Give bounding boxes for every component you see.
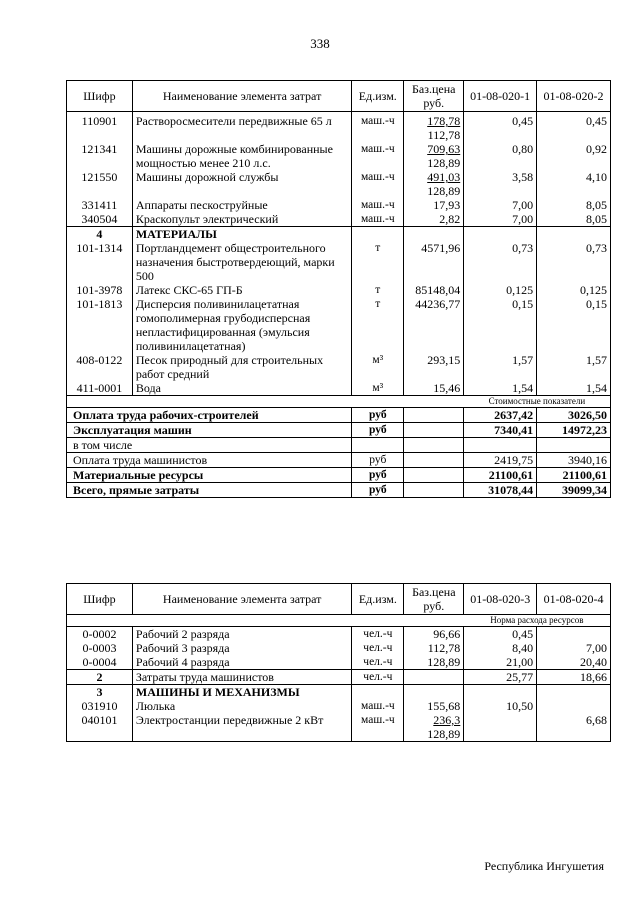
table-header <box>67 584 611 615</box>
row-code: 411-0001 <box>76 381 123 395</box>
row-unit: чел.-ч <box>352 641 404 655</box>
total-value-2: 3940,16 <box>537 453 611 468</box>
row-value-2: 8,05 <box>537 212 611 227</box>
total-value-1 <box>464 438 537 453</box>
row-name: Песок природный для строительных работ средний <box>132 353 351 381</box>
total-unit <box>352 438 404 453</box>
row-value-1: 0,45 <box>464 112 537 143</box>
header-name: Наименование элемента затрат <box>132 81 351 112</box>
row-price: 44236,77 <box>404 297 464 353</box>
row-name: Краскопульт электрический <box>132 212 351 227</box>
row-value-1 <box>464 713 537 742</box>
norm-caption: Норма расхода ресурсов <box>490 615 584 625</box>
total-label: в том числе <box>67 438 352 453</box>
row-price: 155,68 <box>404 699 464 713</box>
row-code: 0-0003 <box>82 641 117 655</box>
section-header-materials <box>67 227 611 242</box>
row-unit: т <box>352 297 404 353</box>
table-row <box>67 112 611 143</box>
total-label: Всего, прямые затраты <box>67 483 352 498</box>
table-row <box>67 627 611 642</box>
header-col-1: 01-08-020-3 <box>464 584 537 615</box>
row-unit: маш.-ч <box>352 198 404 212</box>
row-price: 491,03 128,89 <box>404 170 464 198</box>
table-row <box>67 198 611 212</box>
header-code: Шифр <box>67 584 133 615</box>
row-unit: маш.-ч <box>352 170 404 198</box>
row-value-1: 10,50 <box>464 699 537 713</box>
row-name: Аппараты пескоструйные <box>132 198 351 212</box>
row-value-2: 1,57 <box>537 353 611 381</box>
header-price: Баз.цена руб. <box>404 584 464 615</box>
row-price: 709,63 128,89 <box>404 142 464 170</box>
table-row <box>67 283 611 297</box>
row-value-2: 0,73 <box>537 241 611 283</box>
table-row <box>67 297 611 353</box>
norm-caption-row <box>67 615 611 627</box>
total-row <box>67 468 611 483</box>
total-value-1: 7340,41 <box>464 423 537 438</box>
row-value-2: 0,92 <box>537 142 611 170</box>
total-value-2: 21100,61 <box>537 468 611 483</box>
header-price: Баз.цена руб. <box>404 81 464 112</box>
total-row <box>67 438 611 453</box>
total-unit: руб <box>352 423 404 438</box>
resource-table-2 <box>66 583 611 742</box>
row-value-2: 6,68 <box>537 713 611 742</box>
table-row <box>67 381 611 396</box>
row-value-2: 0,15 <box>537 297 611 353</box>
row-name: Электростанции передвижные 2 кВт <box>132 713 351 742</box>
total-value-1: 21100,61 <box>464 468 537 483</box>
row-value-2 <box>537 699 611 713</box>
row-value-1: 8,40 <box>464 641 537 655</box>
row-name: Люлька <box>132 699 351 713</box>
row-price: 293,15 <box>404 353 464 381</box>
total-value-2: 14972,23 <box>537 423 611 438</box>
row-unit: чел.-ч <box>352 655 404 670</box>
row-value-2: 20,40 <box>537 655 611 670</box>
section-unit: чел.-ч <box>352 670 404 685</box>
table-row <box>67 655 611 670</box>
row-name: Рабочий 4 разряда <box>132 655 351 670</box>
row-code: 0-0002 <box>67 627 133 642</box>
section-code: 2 <box>67 670 133 685</box>
total-unit: руб <box>352 468 404 483</box>
row-value-2: 1,54 <box>537 381 611 396</box>
row-name: Рабочий 2 разряда <box>132 627 351 642</box>
row-name: Растворосмесители передвижные 65 л <box>132 112 351 143</box>
section-header-machines <box>67 685 611 700</box>
total-row <box>67 408 611 423</box>
table-row <box>67 241 611 283</box>
row-code: 121341 <box>81 142 118 156</box>
row-unit: чел.-ч <box>352 627 404 642</box>
row-value-2: 0,125 <box>537 283 611 297</box>
row-value-2: 8,05 <box>537 198 611 212</box>
total-unit: руб <box>352 483 404 498</box>
row-unit: маш.-ч <box>352 112 404 143</box>
row-value-1: 0,80 <box>464 142 537 170</box>
row-code: 040101 <box>67 713 133 742</box>
cost-caption: Стоимостные показатели <box>464 396 611 408</box>
total-unit: руб <box>352 408 404 423</box>
total-label: Эксплуатация машин <box>67 423 352 438</box>
row-value-1: 7,00 <box>464 198 537 212</box>
row-name: Машины дорожные комбинированные мощностью менее 210 л.с. <box>132 142 351 170</box>
row-value-1: 0,45 <box>464 627 537 642</box>
total-row <box>67 483 611 498</box>
total-value-1: 2419,75 <box>464 453 537 468</box>
total-row <box>67 453 611 468</box>
footer-region: Республика Ингушетия <box>484 859 604 873</box>
total-row <box>67 423 611 438</box>
row-price: 15,46 <box>404 381 464 396</box>
total-value-1: 31078,44 <box>464 483 537 498</box>
row-price: 128,89 <box>404 655 464 670</box>
row-code: 101-1813 <box>76 297 123 311</box>
row-code: 408-0122 <box>76 353 123 367</box>
section-title: МАТЕРИАЛЫ <box>132 227 351 242</box>
row-value-1: 21,00 <box>464 655 537 670</box>
row-code: 121550 <box>81 170 118 184</box>
header-code: Шифр <box>67 81 133 112</box>
row-price: 96,66 <box>404 627 464 642</box>
row-unit: маш.-ч <box>352 713 404 742</box>
row-price: 236,3 128,89 <box>404 713 464 742</box>
row-name: Машины дорожной службы <box>132 170 351 198</box>
table-row <box>67 170 611 198</box>
row-unit: т <box>352 283 404 297</box>
row-value-1: 0,73 <box>464 241 537 283</box>
row-value-2: 7,00 <box>537 641 611 655</box>
table-header <box>67 81 611 112</box>
row-unit: маш.-ч <box>352 699 404 713</box>
section-code: 3 <box>67 685 133 700</box>
row-value-2 <box>537 627 611 642</box>
header-col-2: 01-08-020-2 <box>537 81 611 112</box>
table-row <box>67 212 611 227</box>
row-unit: т <box>352 241 404 283</box>
total-value-2: 3026,50 <box>537 408 611 423</box>
section-code: 4 <box>67 227 133 242</box>
row-value-1: 1,54 <box>464 381 537 396</box>
total-value-2: 39099,34 <box>537 483 611 498</box>
total-value-1: 2637,42 <box>464 408 537 423</box>
row-unit: маш.-ч <box>352 212 404 227</box>
header-unit: Ед.изм. <box>352 584 404 615</box>
row-value-1: 7,00 <box>464 212 537 227</box>
header-name: Наименование элемента затрат <box>132 584 351 615</box>
row-value-1: 0,15 <box>464 297 537 353</box>
resource-table-1 <box>66 80 611 498</box>
row-name: Вода <box>132 381 351 396</box>
section-title: МАШИНЫ И МЕХАНИЗМЫ <box>132 685 351 700</box>
table-row <box>67 699 611 713</box>
total-value-2 <box>537 438 611 453</box>
cost-caption-row <box>67 396 611 408</box>
row-unit: маш.-ч <box>352 142 404 170</box>
row-price: 17,93 <box>404 198 464 212</box>
row-name: Дисперсия поливинилацетатная гомополимерная грубодисперсная непластифицированная (эмульсия поливинилацетатная) <box>132 297 351 353</box>
header-col-1: 01-08-020-1 <box>464 81 537 112</box>
row-name: Рабочий 3 разряда <box>132 641 351 655</box>
section-row-machinists <box>67 670 611 685</box>
row-value-1: 3,58 <box>464 170 537 198</box>
section-value-2: 18,66 <box>537 670 611 685</box>
table-row <box>67 353 611 381</box>
header-unit: Ед.изм. <box>352 81 404 112</box>
row-code: 331411 <box>81 198 118 212</box>
section-name: Затраты труда машинистов <box>132 670 351 685</box>
row-price: 85148,04 <box>404 283 464 297</box>
row-code: 110901 <box>81 114 118 128</box>
row-code: 101-1314 <box>76 241 123 255</box>
page-number: 338 <box>310 36 330 51</box>
row-code: 101-3978 <box>76 283 123 297</box>
row-name: Латекс СКС-65 ГП-Б <box>132 283 351 297</box>
header-col-2: 01-08-020-4 <box>537 584 611 615</box>
row-price: 2,82 <box>404 212 464 227</box>
row-code: 0-0004 <box>82 655 117 669</box>
row-price: 112,78 <box>404 641 464 655</box>
row-value-1: 1,57 <box>464 353 537 381</box>
row-value-1: 0,125 <box>464 283 537 297</box>
row-code: 340504 <box>81 212 118 226</box>
row-price: 178,78 112,78 <box>404 112 464 143</box>
total-label: Оплата труда машинистов <box>67 453 352 468</box>
row-value-2: 4,10 <box>537 170 611 198</box>
row-unit: м³ <box>352 381 404 396</box>
table-row <box>67 142 611 170</box>
row-name: Портландцемент общестроительного назначения быстротвердеющий, марки 500 <box>132 241 351 283</box>
table-row <box>67 641 611 655</box>
total-unit: руб <box>352 453 404 468</box>
total-label: Материальные ресурсы <box>67 468 352 483</box>
row-price: 4571,96 <box>404 241 464 283</box>
row-unit: м³ <box>352 353 404 381</box>
row-value-2: 0,45 <box>537 112 611 143</box>
total-label: Оплата труда рабочих-строителей <box>67 408 352 423</box>
row-code: 031910 <box>81 699 118 713</box>
section-value-1: 25,77 <box>464 670 537 685</box>
table-row <box>67 713 611 742</box>
